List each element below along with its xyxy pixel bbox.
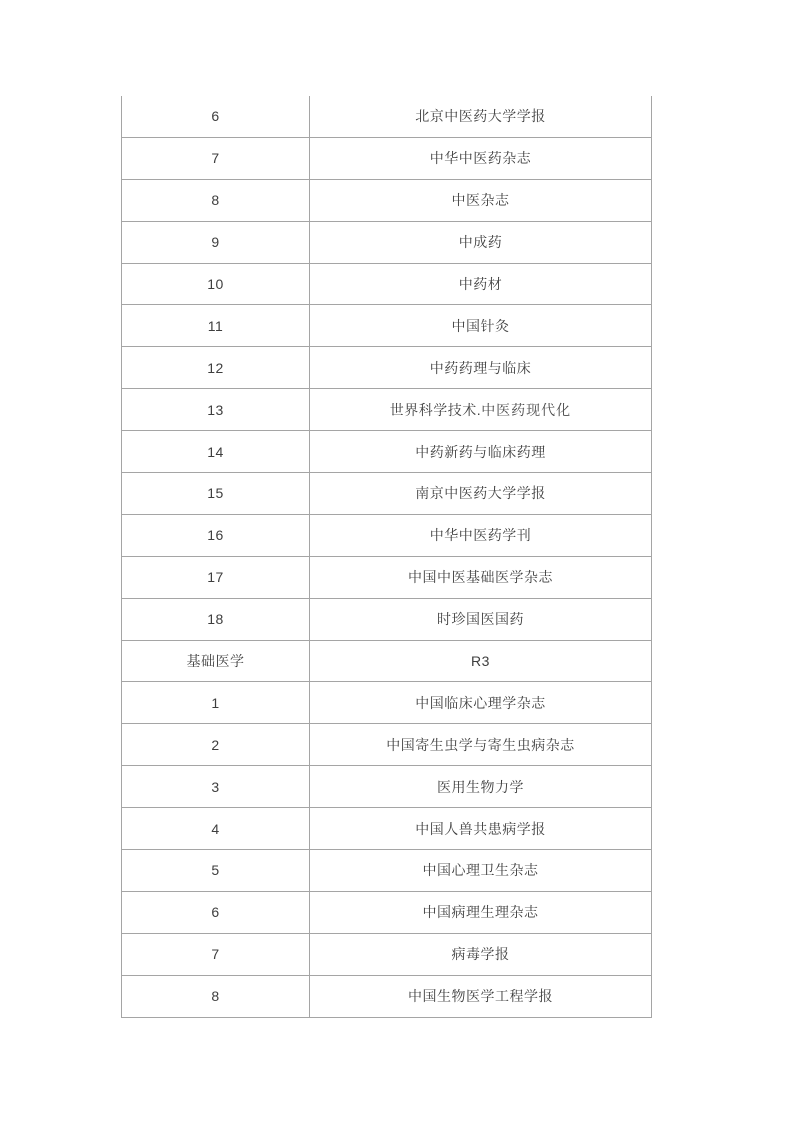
journal-table-body — [122, 96, 652, 1017]
table-row — [122, 975, 652, 1017]
journal-name-serif-part: 中医药现代化 — [481, 403, 572, 419]
table-row — [122, 221, 652, 263]
index-cell: 7 — [122, 933, 310, 975]
index-cell: 9 — [122, 221, 310, 263]
journal-name-cell: 中国病理生理杂志 — [310, 891, 652, 933]
table-row — [122, 96, 652, 137]
journal-name-cell: 中药材 — [310, 263, 652, 305]
table-row — [122, 514, 652, 556]
journal-name-cell — [310, 389, 652, 431]
journal-name-cell: 北京中医药大学学报 — [310, 96, 652, 137]
index-cell: 8 — [122, 179, 310, 221]
table-row — [122, 305, 652, 347]
index-cell: 17 — [122, 556, 310, 598]
table-row — [122, 933, 652, 975]
index-cell: 5 — [122, 850, 310, 892]
table-row — [122, 347, 652, 389]
journal-name-cell: 中国临床心理学杂志 — [310, 682, 652, 724]
table-row — [122, 389, 652, 431]
index-cell: 2 — [122, 724, 310, 766]
table-row — [122, 682, 652, 724]
journal-name-cell: 中国中医基础医学杂志 — [310, 556, 652, 598]
index-cell: 15 — [122, 473, 310, 515]
index-cell: 1 — [122, 682, 310, 724]
index-cell: 6 — [122, 96, 310, 137]
category-cell: 基础医学 — [122, 640, 310, 682]
index-cell: 3 — [122, 766, 310, 808]
journal-name-cell: 中华中医药杂志 — [310, 137, 652, 179]
index-cell: 6 — [122, 891, 310, 933]
table-row — [122, 431, 652, 473]
journal-name-cell: 时珍国医国药 — [310, 598, 652, 640]
journal-name-cell: 中国针灸 — [310, 305, 652, 347]
journal-name-cell: 南京中医药大学学报 — [310, 473, 652, 515]
index-cell: 18 — [122, 598, 310, 640]
journal-name-sans-part: 世界科学技术. — [389, 401, 482, 418]
index-cell: 10 — [122, 263, 310, 305]
journal-name-cell: 中国生物医学工程学报 — [310, 975, 652, 1017]
index-cell: 4 — [122, 808, 310, 850]
class-code-cell: R3 — [310, 640, 652, 682]
table-row — [122, 808, 652, 850]
journal-name-cell: 中药药理与临床 — [310, 347, 652, 389]
table-row — [122, 473, 652, 515]
table-row — [122, 891, 652, 933]
journal-name-cell: 中成药 — [310, 221, 652, 263]
journal-name-cell: 中国人兽共患病学报 — [310, 808, 652, 850]
index-cell: 14 — [122, 431, 310, 473]
table-row — [122, 556, 652, 598]
table-row — [122, 598, 652, 640]
table-row — [122, 724, 652, 766]
index-cell: 16 — [122, 514, 310, 556]
journal-name-cell: 中华中医药学刊 — [310, 514, 652, 556]
journal-name-cell: 中药新药与临床药理 — [310, 431, 652, 473]
journal-name-cell: 中医杂志 — [310, 179, 652, 221]
index-cell: 7 — [122, 137, 310, 179]
journal-name-cell: 中国心理卫生杂志 — [310, 850, 652, 892]
journal-name-cell: 中国寄生虫学与寄生虫病杂志 — [310, 724, 652, 766]
journal-name-cell: 医用生物力学 — [310, 766, 652, 808]
table-row — [122, 766, 652, 808]
table-row — [122, 137, 652, 179]
category-row — [122, 640, 652, 682]
journal-name-cell: 病毒学报 — [310, 933, 652, 975]
journal-table — [121, 96, 652, 1018]
table-row — [122, 263, 652, 305]
index-cell: 8 — [122, 975, 310, 1017]
index-cell: 12 — [122, 347, 310, 389]
index-cell: 11 — [122, 305, 310, 347]
index-cell: 13 — [122, 389, 310, 431]
table-row — [122, 850, 652, 892]
table-row — [122, 179, 652, 221]
